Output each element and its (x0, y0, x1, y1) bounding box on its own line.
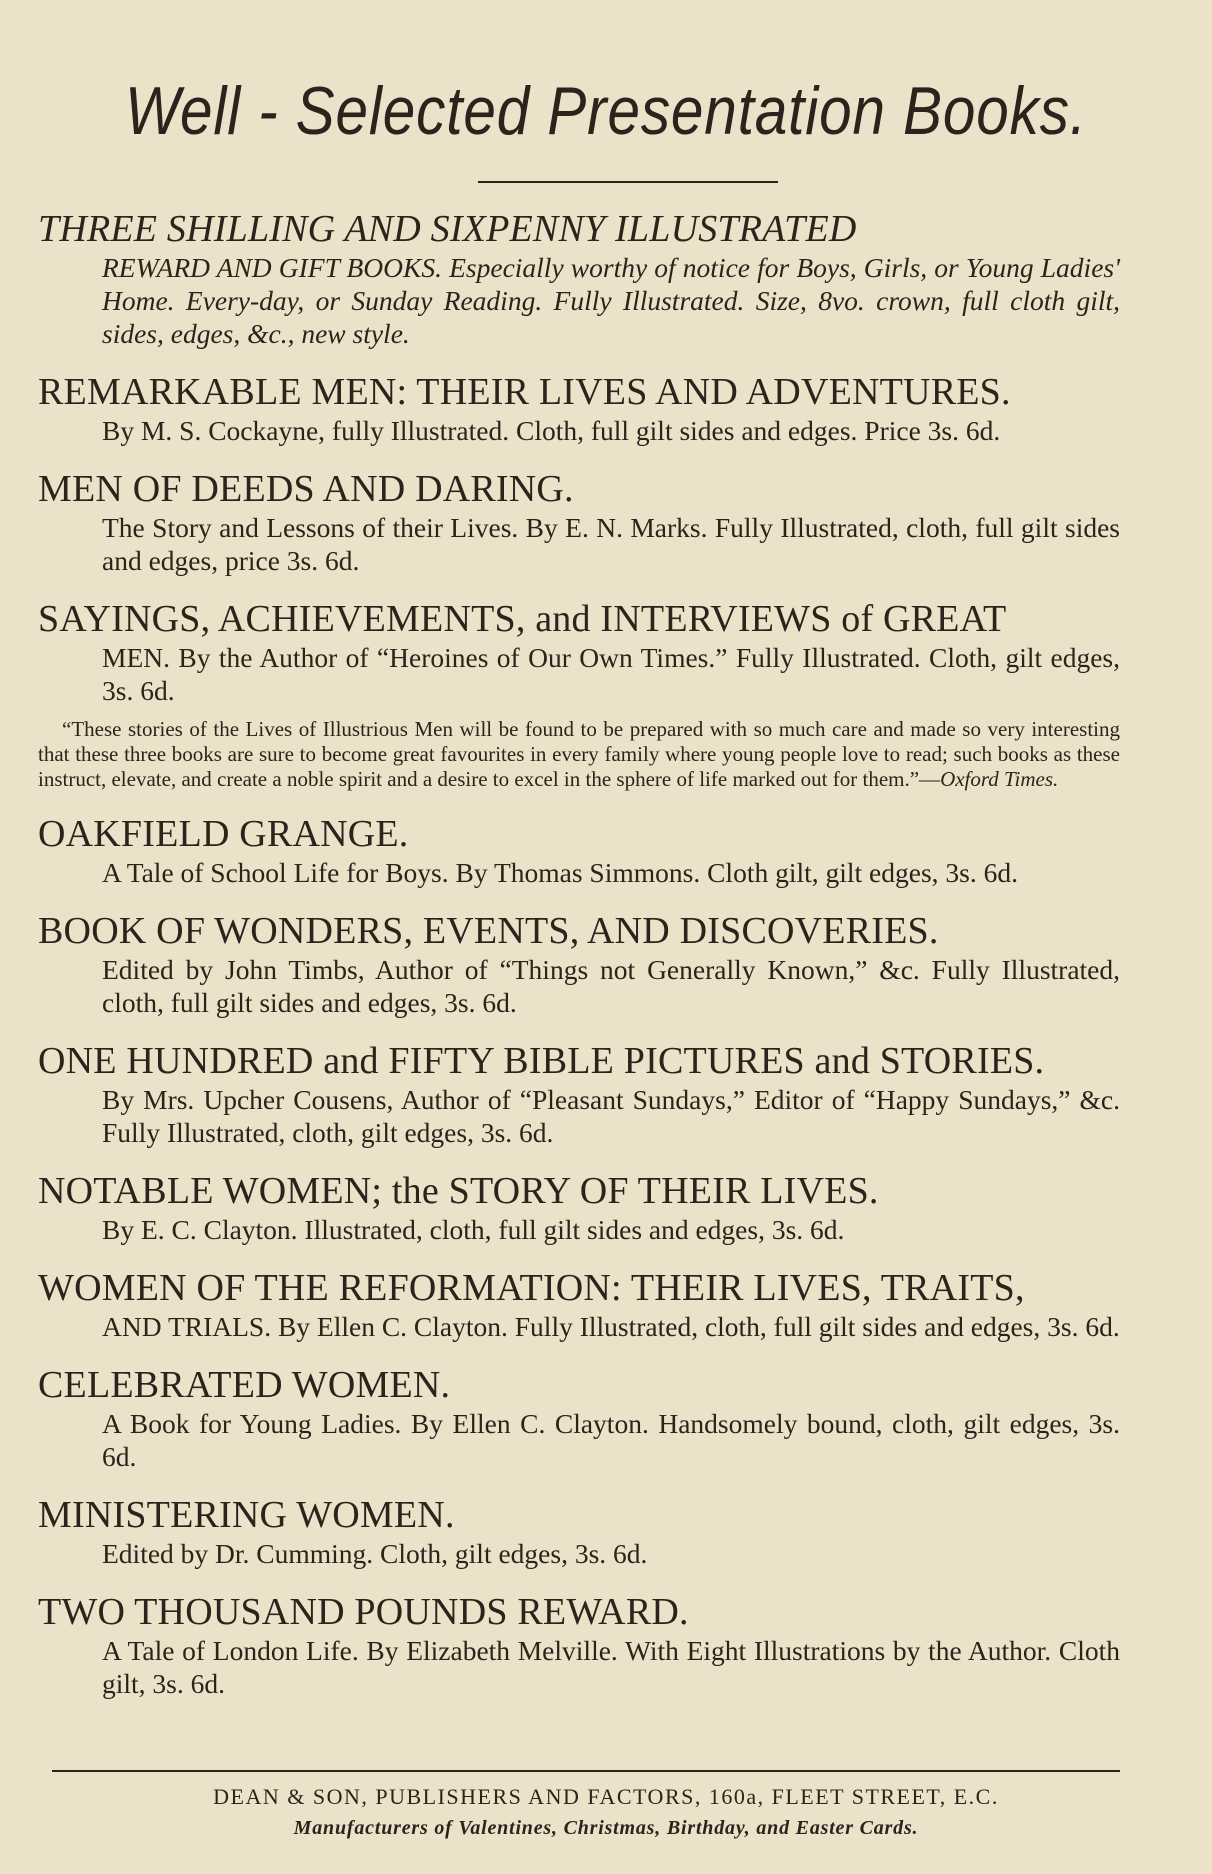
book-heading: CELEBRATED WOMEN. (38, 1364, 451, 1406)
book-entry (38, 1493, 1120, 1570)
quote-text: “These stories of the Lives of Illustrious Men will be found to be prepared with so much care and made so very interesting that these three books are sure to become great favourites in every family where young people love to read; such books as these instruct, elevate, and create a noble spirit and a desire to excel in the sphere of life marked out for them.”— (38, 717, 1120, 791)
book-heading: BOOK OF WONDERS, EVENTS, AND DISCOVERIES. (38, 910, 939, 952)
book-description: A Tale of School Life for Boys. By Thomas Simmons. Cloth gilt, gilt edges, 3s. 6d. (102, 857, 1018, 888)
book-entry (38, 909, 1120, 1019)
book-description: The Story and Lessons of their Lives. By E. N. Marks. Fully Illustrated, cloth, full gilt sides and edges, price 3s. 6d. (102, 512, 1120, 576)
book-description: A Tale of London Life. By Elizabeth Melville. With Eight Illustrations by the Author. Cloth gilt, 3s. 6d. (102, 1635, 1120, 1699)
book-description: By Mrs. Upcher Cousens, Author of “Pleasant Sundays,” Editor of “Happy Sundays,” &c. Fully Illustrated, cloth, gilt edges, 3s. 6d. (102, 1084, 1120, 1148)
book-entry (38, 812, 1120, 889)
book-description: By E. C. Clayton. Illustrated, cloth, full gilt sides and edges, 3s. 6d. (102, 1214, 845, 1245)
book-heading: MEN OF DEEDS AND DARING. (38, 468, 574, 510)
book-entry (38, 1266, 1120, 1343)
book-description: Edited by Dr. Cumming. Cloth, gilt edges, 3s. 6d. (102, 1538, 648, 1569)
page-title: Well - Selected Presentation Books. (125, 73, 1087, 149)
book-description: MEN. By the Author of “Heroines of Our Own Times.” Fully Illustrated. Cloth, gilt edges, 3s. 6d. (102, 642, 1120, 706)
book-description: A Book for Young Ladies. By Ellen C. Clayton. Handsomely bound, cloth, gilt edges, 3s. 6d. (102, 1408, 1120, 1472)
book-heading: TWO THOUSAND POUNDS REWARD. (38, 1591, 689, 1633)
title-divider (478, 181, 778, 183)
book-list (38, 207, 1120, 1720)
book-description: Edited by John Timbs, Author of “Things not Generally Known,” &c. Fully Illustrated, cloth, full gilt sides and edges, 3s. 6d. (102, 954, 1120, 1018)
book-heading: NOTABLE WOMEN; the STORY OF THEIR LIVES. (38, 1170, 879, 1212)
book-entry (38, 597, 1120, 707)
book-description: AND TRIALS. By Ellen C. Clayton. Fully Illustrated, cloth, full gilt sides and edges, 3s. 6d. (102, 1311, 1120, 1342)
book-entry (38, 1039, 1120, 1149)
book-heading: WOMEN OF THE REFORMATION: THEIR LIVES, TRAITS, (38, 1267, 1025, 1309)
footer-divider (52, 1770, 1120, 1772)
book-entry (38, 1590, 1120, 1700)
book-entry (38, 467, 1120, 577)
intro-heading: THREE SHILLING AND SIXPENNY ILLUSTRATED (38, 208, 857, 250)
book-heading: OAKFIELD GRANGE. (38, 813, 409, 855)
quote-source: Oxford Times. (940, 767, 1059, 791)
book-description: By M. S. Cockayne, fully Illustrated. Cloth, full gilt sides and edges. Price 3s. 6d. (102, 415, 1001, 446)
publisher-line: DEAN & SON, PUBLISHERS AND FACTORS, 160a, FLEET STREET, E.C. (213, 1784, 999, 1809)
book-heading: ONE HUNDRED and FIFTY BIBLE PICTURES and STORIES. (38, 1040, 1045, 1082)
book-heading: SAYINGS, ACHIEVEMENTS, and INTERVIEWS of GREAT (38, 598, 1007, 640)
intro-text: REWARD AND GIFT BOOKS. Especially worthy of notice for Boys, Girls, or Young Ladies' Home. Every-day, or Sunday Reading. Fully Illustrated. Size, 8vo. crown, full cloth gilt, sides, edges, &c., new style. (102, 252, 1120, 349)
book-entry (38, 1363, 1120, 1473)
review-quote (38, 717, 1120, 792)
book-heading: REMARKABLE MEN: THEIR LIVES AND ADVENTURES. (38, 371, 1011, 413)
book-heading: MINISTERING WOMEN. (38, 1494, 455, 1536)
book-entry (38, 370, 1120, 447)
intro-entry (38, 207, 1120, 350)
manufacturer-note: Manufacturers of Valentines, Christmas, Birthday, and Easter Cards. (293, 1817, 919, 1839)
book-entry (38, 1169, 1120, 1246)
